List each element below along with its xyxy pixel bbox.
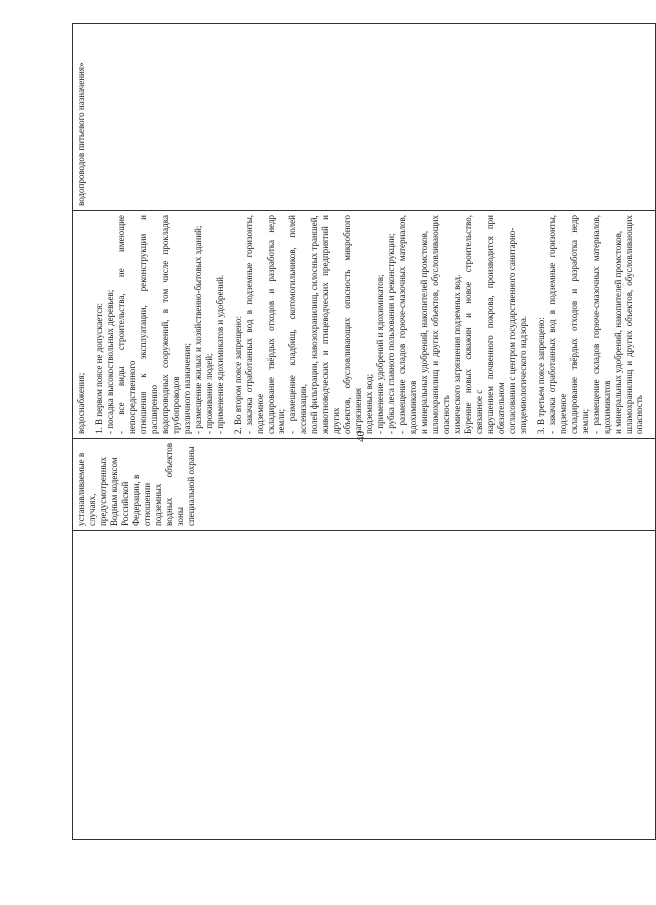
text-line: Бурение новых скважин и новое строительство, связанное с (462, 215, 484, 434)
paragraph-block (94, 215, 226, 434)
page-number: 40 (355, 431, 367, 442)
text-line: 2. Во втором поясе запрещено: (232, 316, 243, 434)
source-reference-cell (73, 24, 656, 211)
text-line: - все виды строительства, не имеющие непосредственного (115, 215, 137, 434)
text-line: - применение ядохимикатов и удобрений. (214, 274, 225, 434)
text-line: согласовании с центром государственного санитарно- (506, 227, 517, 434)
rotated-page (72, 60, 645, 840)
text-line: водоснабжения; (76, 372, 86, 434)
zone-description-text (76, 443, 197, 526)
text-line: различного назначения; (181, 342, 192, 434)
paragraph-block (233, 215, 529, 434)
source-reference-text (76, 28, 87, 206)
text-line: Водным кодексом (108, 457, 119, 526)
text-line: водных объектов зоны (163, 443, 185, 526)
text-line: складирование твёрдых отходов и разработка недр земли; (568, 215, 590, 434)
text-line: водопроводов питьевого назначения» (76, 62, 86, 206)
text-line: устанавливаемые в (76, 452, 86, 526)
text-line: - закачка отработанных вод в подземные горизонты, подземное (243, 215, 265, 434)
text-line: животноводческих и птицеводческих предприятий и других (320, 215, 342, 434)
text-line: - закачка отработанных вод в подземные горизонты, подземное (546, 215, 568, 434)
text-line: - размещение складов горюче-смазочных материалов, ядохимикатов (397, 215, 419, 434)
regulation-table (72, 23, 656, 840)
text-line: - рубка леса главного пользования и реконструкции; (386, 233, 397, 434)
restrictions-cell (73, 211, 656, 439)
text-line: объектов, обусловливающих опасность микробного загрязнения (342, 215, 364, 434)
restrictions-text (76, 215, 645, 434)
text-line: подземных вод; (364, 373, 375, 434)
table-row (73, 24, 656, 840)
text-line: 3. В третьем поясе запрещено: (535, 317, 546, 434)
text-line: отношения к эксплуатации, реконструкции и расширению (137, 215, 159, 434)
text-line: - размещение жилых и хозяйственно-бытовых зданий; (192, 225, 203, 434)
text-line: - размещение складов горюче-смазочных материалов, ядохимикатов (590, 215, 612, 434)
text-line: нарушением почвенного покрова, производится при обязательном (484, 215, 506, 434)
text-line: отношении подземных (141, 482, 163, 526)
text-line: и минеральных удобрений, накопителей промстоков, (612, 230, 623, 434)
text-line: случаях, предусмотренных (86, 456, 108, 526)
text-line: - посадка высокоствольных деревьев; (104, 289, 115, 434)
text-line: и минеральных удобрений, накопителей промстоков, (419, 230, 430, 434)
text-line: эпидемиологического надзора. (517, 315, 528, 434)
text-line: специальной охраны (185, 446, 196, 526)
text-line: 1. В первом поясе не допускается: (93, 302, 104, 434)
text-line: - проживание людей; (203, 353, 214, 434)
text-line: складирование твёрдых отходов и разработка недр земли; (265, 215, 287, 434)
text-line: шламохранилищ и других объектов, обусловливающих опасность (623, 215, 645, 434)
text-line: - размещение кладбищ, скотомогильников, полей ассенизации, (287, 215, 309, 434)
paragraph-block (536, 215, 646, 434)
text-line: Российской Федерации, в (119, 474, 141, 526)
text-line: полей фильтрации, навозохранилищ, силосных траншей, (309, 215, 320, 434)
text-line: химического загрязнения подземных вод. (451, 274, 462, 434)
text-line: водопроводных сооружений, в том числе прокладка трубопроводов (159, 215, 181, 434)
text-line: шламохранилищ и других объектов, обусловливающих опасность (430, 215, 451, 434)
zone-description-cell (73, 439, 656, 531)
paragraph-block (76, 215, 87, 434)
empty-cell (73, 531, 656, 840)
text-line: - применение удобрений и ядохимикатов; (375, 274, 386, 434)
